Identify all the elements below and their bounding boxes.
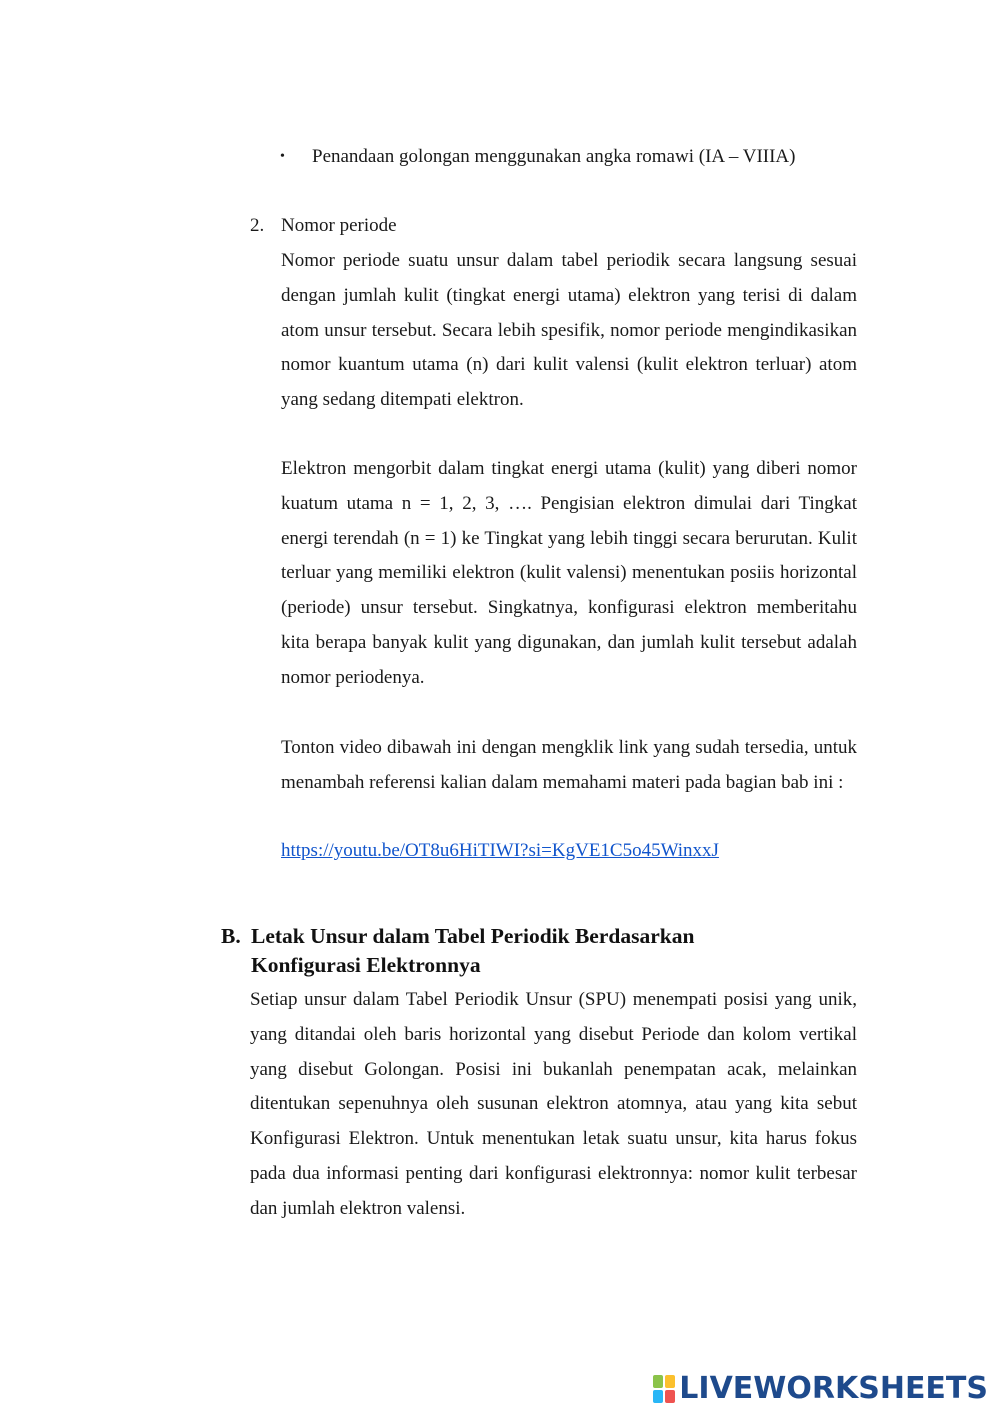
section-title-line-2: Konfigurasi Elektronnya — [251, 953, 481, 977]
section-letter: B. — [221, 924, 241, 948]
section-b-paragraph: Setiap unsur dalam Tabel Periodik Unsur (SPU) menempati posisi yang unik, yang ditandai oleh baris horizontal yang disebut Periode dan kolom vertikal yang disebut Golongan. Posisi ini bukanlah penempatan acak, melainkan ditentukan sepenuhnya oleh susunan elektron atomnya, atau yang kita sebut Konfigurasi Elektron. Untuk menentukan letak suatu unsur, kita harus fokus pada dua informasi penting dari konfigurasi elektronnya: nomor kulit terbesar dan jumlah elektron valensi. — [250, 989, 857, 1219]
period-paragraph-1: Nomor periode suatu unsur dalam tabel periodik secara langsung sesuai dengan jumlah kulit (tingkat energi utama) elektron yang terisi di dalam atom unsur tersebut. Secara lebih spesifik, nomor periode mengindikasikan nomor kuantum utama (n) dari kulit valensi (kulit elektron terluar) atom yang sedang ditempati elektron. — [281, 250, 857, 411]
bullet-text: Penandaan golongan menggunakan angka romawi (IA – VIIIA) — [312, 146, 796, 167]
video-instruction-paragraph: Tonton video dibawah ini dengan mengklik link yang sudah tersedia, untuk menambah referensi kalian dalam memahami materi pada bagian bab ini : — [281, 737, 857, 793]
item-number: 2. — [250, 215, 265, 236]
logo-square-green — [653, 1375, 663, 1388]
liveworksheets-wordmark: LIVEWORKSHEETS — [679, 1371, 988, 1406]
logo-square-yellow — [665, 1375, 675, 1388]
bullet-dot: • — [280, 149, 285, 164]
period-paragraph-2: Elektron mengorbit dalam tingkat energi utama (kulit) yang diberi nomor kuatum utama n = 1, 2, 3, …. Pengisian elektron dimulai dari Tingkat energi terendah (n = 1) ke Tingkat yang lebih tinggi secara berurutan. Kulit terluar yang memiliki elektron (kulit valensi) menentukan posiis horizontal (periode) unsur tersebut. Singkatnya, konfigurasi elektron memberitahu kita berapa banyak kulit yang digunakan, dan jumlah kulit tersebut adalah nomor periodenya. — [281, 458, 857, 688]
youtube-video-link[interactable]: https://youtu.be/OT8u6HiTIWI?si=KgVE1C5o45WinxxJ — [281, 840, 719, 861]
liveworksheets-logo-icon — [653, 1375, 675, 1403]
logo-square-red — [665, 1390, 675, 1403]
numbered-item-heading — [250, 211, 397, 241]
liveworksheets-branding — [653, 1372, 988, 1406]
logo-square-blue — [653, 1390, 663, 1403]
bullet-item — [281, 142, 795, 172]
item-title: Nomor periode — [281, 215, 397, 236]
section-title — [251, 922, 811, 980]
section-title-line-1: Letak Unsur dalam Tabel Periodik Berdasarkan — [251, 924, 695, 948]
